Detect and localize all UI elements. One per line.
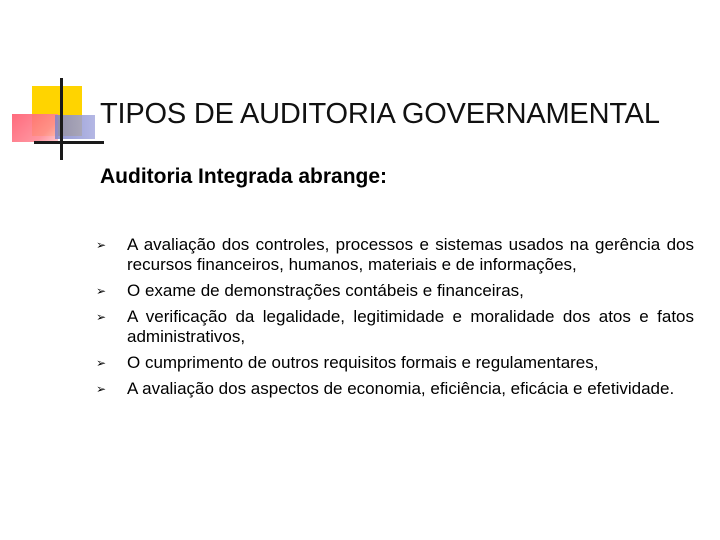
list-item xyxy=(94,235,694,275)
red-square-icon xyxy=(12,114,58,142)
list-item-text: A verificação da legalidade, legitimidade e moralidade dos atos e fatos administrativos, xyxy=(127,307,694,346)
horizontal-line-icon xyxy=(34,141,104,144)
list-item-text: O exame de demonstrações contábeis e financeiras, xyxy=(127,281,524,300)
vertical-line-icon xyxy=(60,78,63,160)
list-item xyxy=(94,281,694,301)
list-item xyxy=(94,307,694,347)
arrowhead-bullet-icon: ➢ xyxy=(96,356,107,370)
arrowhead-bullet-icon: ➢ xyxy=(96,238,107,252)
slide-title: TIPOS DE AUDITORIA GOVERNAMENTAL xyxy=(100,98,660,130)
list-item-text: O cumprimento de outros requisitos formais e regulamentares, xyxy=(127,353,599,372)
arrowhead-bullet-icon: ➢ xyxy=(96,382,107,396)
arrowhead-bullet-icon: ➢ xyxy=(96,284,107,298)
list-item-text: A avaliação dos controles, processos e sistemas usados na gerência dos recursos financeiros, humanos, materiais e de informações, xyxy=(127,235,694,274)
slide-subtitle: Auditoria Integrada abrange: xyxy=(100,165,388,188)
logo-icon xyxy=(0,0,120,170)
list-item xyxy=(94,379,694,399)
arrowhead-bullet-icon: ➢ xyxy=(96,310,107,324)
list-item xyxy=(94,353,694,373)
bullet-list xyxy=(94,235,694,405)
list-item-text: A avaliação dos aspectos de economia, eficiência, eficácia e efetividade. xyxy=(127,379,675,398)
